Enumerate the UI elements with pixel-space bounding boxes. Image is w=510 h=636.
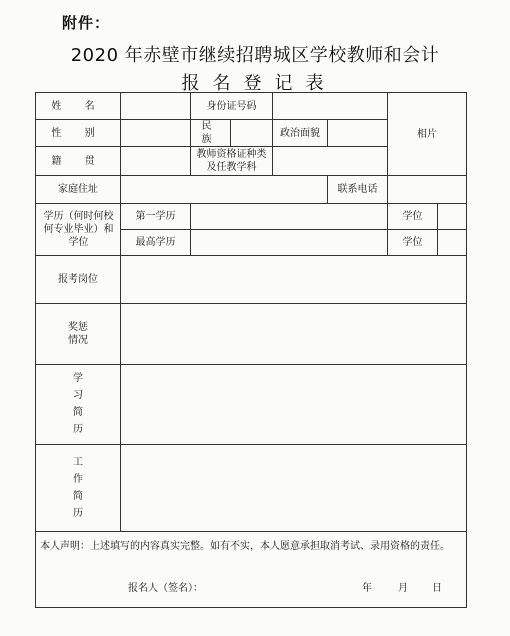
study-history-field[interactable] <box>121 364 467 444</box>
row-study-history <box>36 364 467 444</box>
phone-field[interactable] <box>388 176 467 203</box>
education-label-line1: 学历（何时何校 <box>43 210 114 222</box>
native-place-field[interactable] <box>121 147 191 176</box>
work-history-field[interactable] <box>121 445 467 532</box>
name-label: 姓 名 <box>36 93 121 120</box>
education-label <box>36 203 121 255</box>
year-label: 年 <box>362 582 372 594</box>
row-address <box>36 176 467 203</box>
awards-label-line1: 奖惩 <box>68 321 88 333</box>
political-status-label: 政治面貌 <box>273 120 328 147</box>
row-first-degree <box>36 203 467 229</box>
degree2-label: 学位 <box>388 229 438 255</box>
signature-label: 报名人（签名）： <box>128 582 203 594</box>
declaration-text: 本人声明：上述填写的内容真实完整。如有不实，本人愿意承担取消考试、录用资格的责任。 <box>40 540 450 552</box>
degree-field[interactable] <box>438 203 467 229</box>
gender-field[interactable] <box>121 120 191 147</box>
work-history-label <box>36 445 121 532</box>
ethnicity-field[interactable] <box>231 120 273 147</box>
name-field[interactable] <box>121 93 191 120</box>
awards-label-line2: 情况 <box>68 334 88 346</box>
highest-degree-field[interactable] <box>191 229 388 255</box>
photo-box[interactable]: 相片 <box>388 93 467 176</box>
certificate-label <box>191 147 273 176</box>
awards-field[interactable] <box>121 304 467 364</box>
study-history-label <box>36 364 121 444</box>
registration-table <box>35 92 467 608</box>
form-subtitle: 报名登记表 <box>181 73 337 94</box>
attachment-label: 附件： <box>62 14 111 32</box>
id-number-field[interactable] <box>273 93 388 120</box>
political-status-field[interactable] <box>328 120 388 147</box>
highest-degree-label: 最高学历 <box>121 229 191 255</box>
work-history-text: 工作简历 <box>73 456 83 519</box>
row-declaration <box>36 531 467 608</box>
declaration-cell <box>36 531 467 608</box>
certificate-label-line1: 教师资格证种类 <box>196 149 267 161</box>
home-address-field[interactable] <box>121 176 328 203</box>
degree-label: 学位 <box>388 203 438 229</box>
position-field[interactable] <box>121 255 467 303</box>
day-label: 日 <box>432 582 442 594</box>
first-degree-field[interactable] <box>191 203 388 229</box>
month-label: 月 <box>398 582 408 594</box>
education-label-line2: 何专业毕业）和 <box>43 223 114 235</box>
education-label-line3: 学位 <box>68 236 89 248</box>
first-degree-label: 第一学历 <box>121 203 191 229</box>
awards-label <box>36 304 121 364</box>
certificate-label-line2: 及任教学科 <box>206 162 257 174</box>
form-title: 2020 年赤壁市继续招聘城区学校教师和会计 <box>70 45 440 66</box>
degree2-field[interactable] <box>438 229 467 255</box>
position-label: 报考岗位 <box>36 255 121 303</box>
native-place-label: 籍 贯 <box>36 147 121 176</box>
row-work-history <box>36 445 467 532</box>
home-address-label: 家庭住址 <box>36 176 121 203</box>
row-awards <box>36 304 467 364</box>
row-name <box>36 93 467 120</box>
gender-label: 性 别 <box>36 120 121 147</box>
certificate-field[interactable] <box>273 147 388 176</box>
study-history-text: 学习简历 <box>73 373 83 436</box>
row-position <box>36 255 467 303</box>
ethnicity-label: 民 族 <box>191 120 231 147</box>
id-number-label: 身份证号码 <box>191 93 273 120</box>
phone-label: 联系电话 <box>328 176 388 203</box>
